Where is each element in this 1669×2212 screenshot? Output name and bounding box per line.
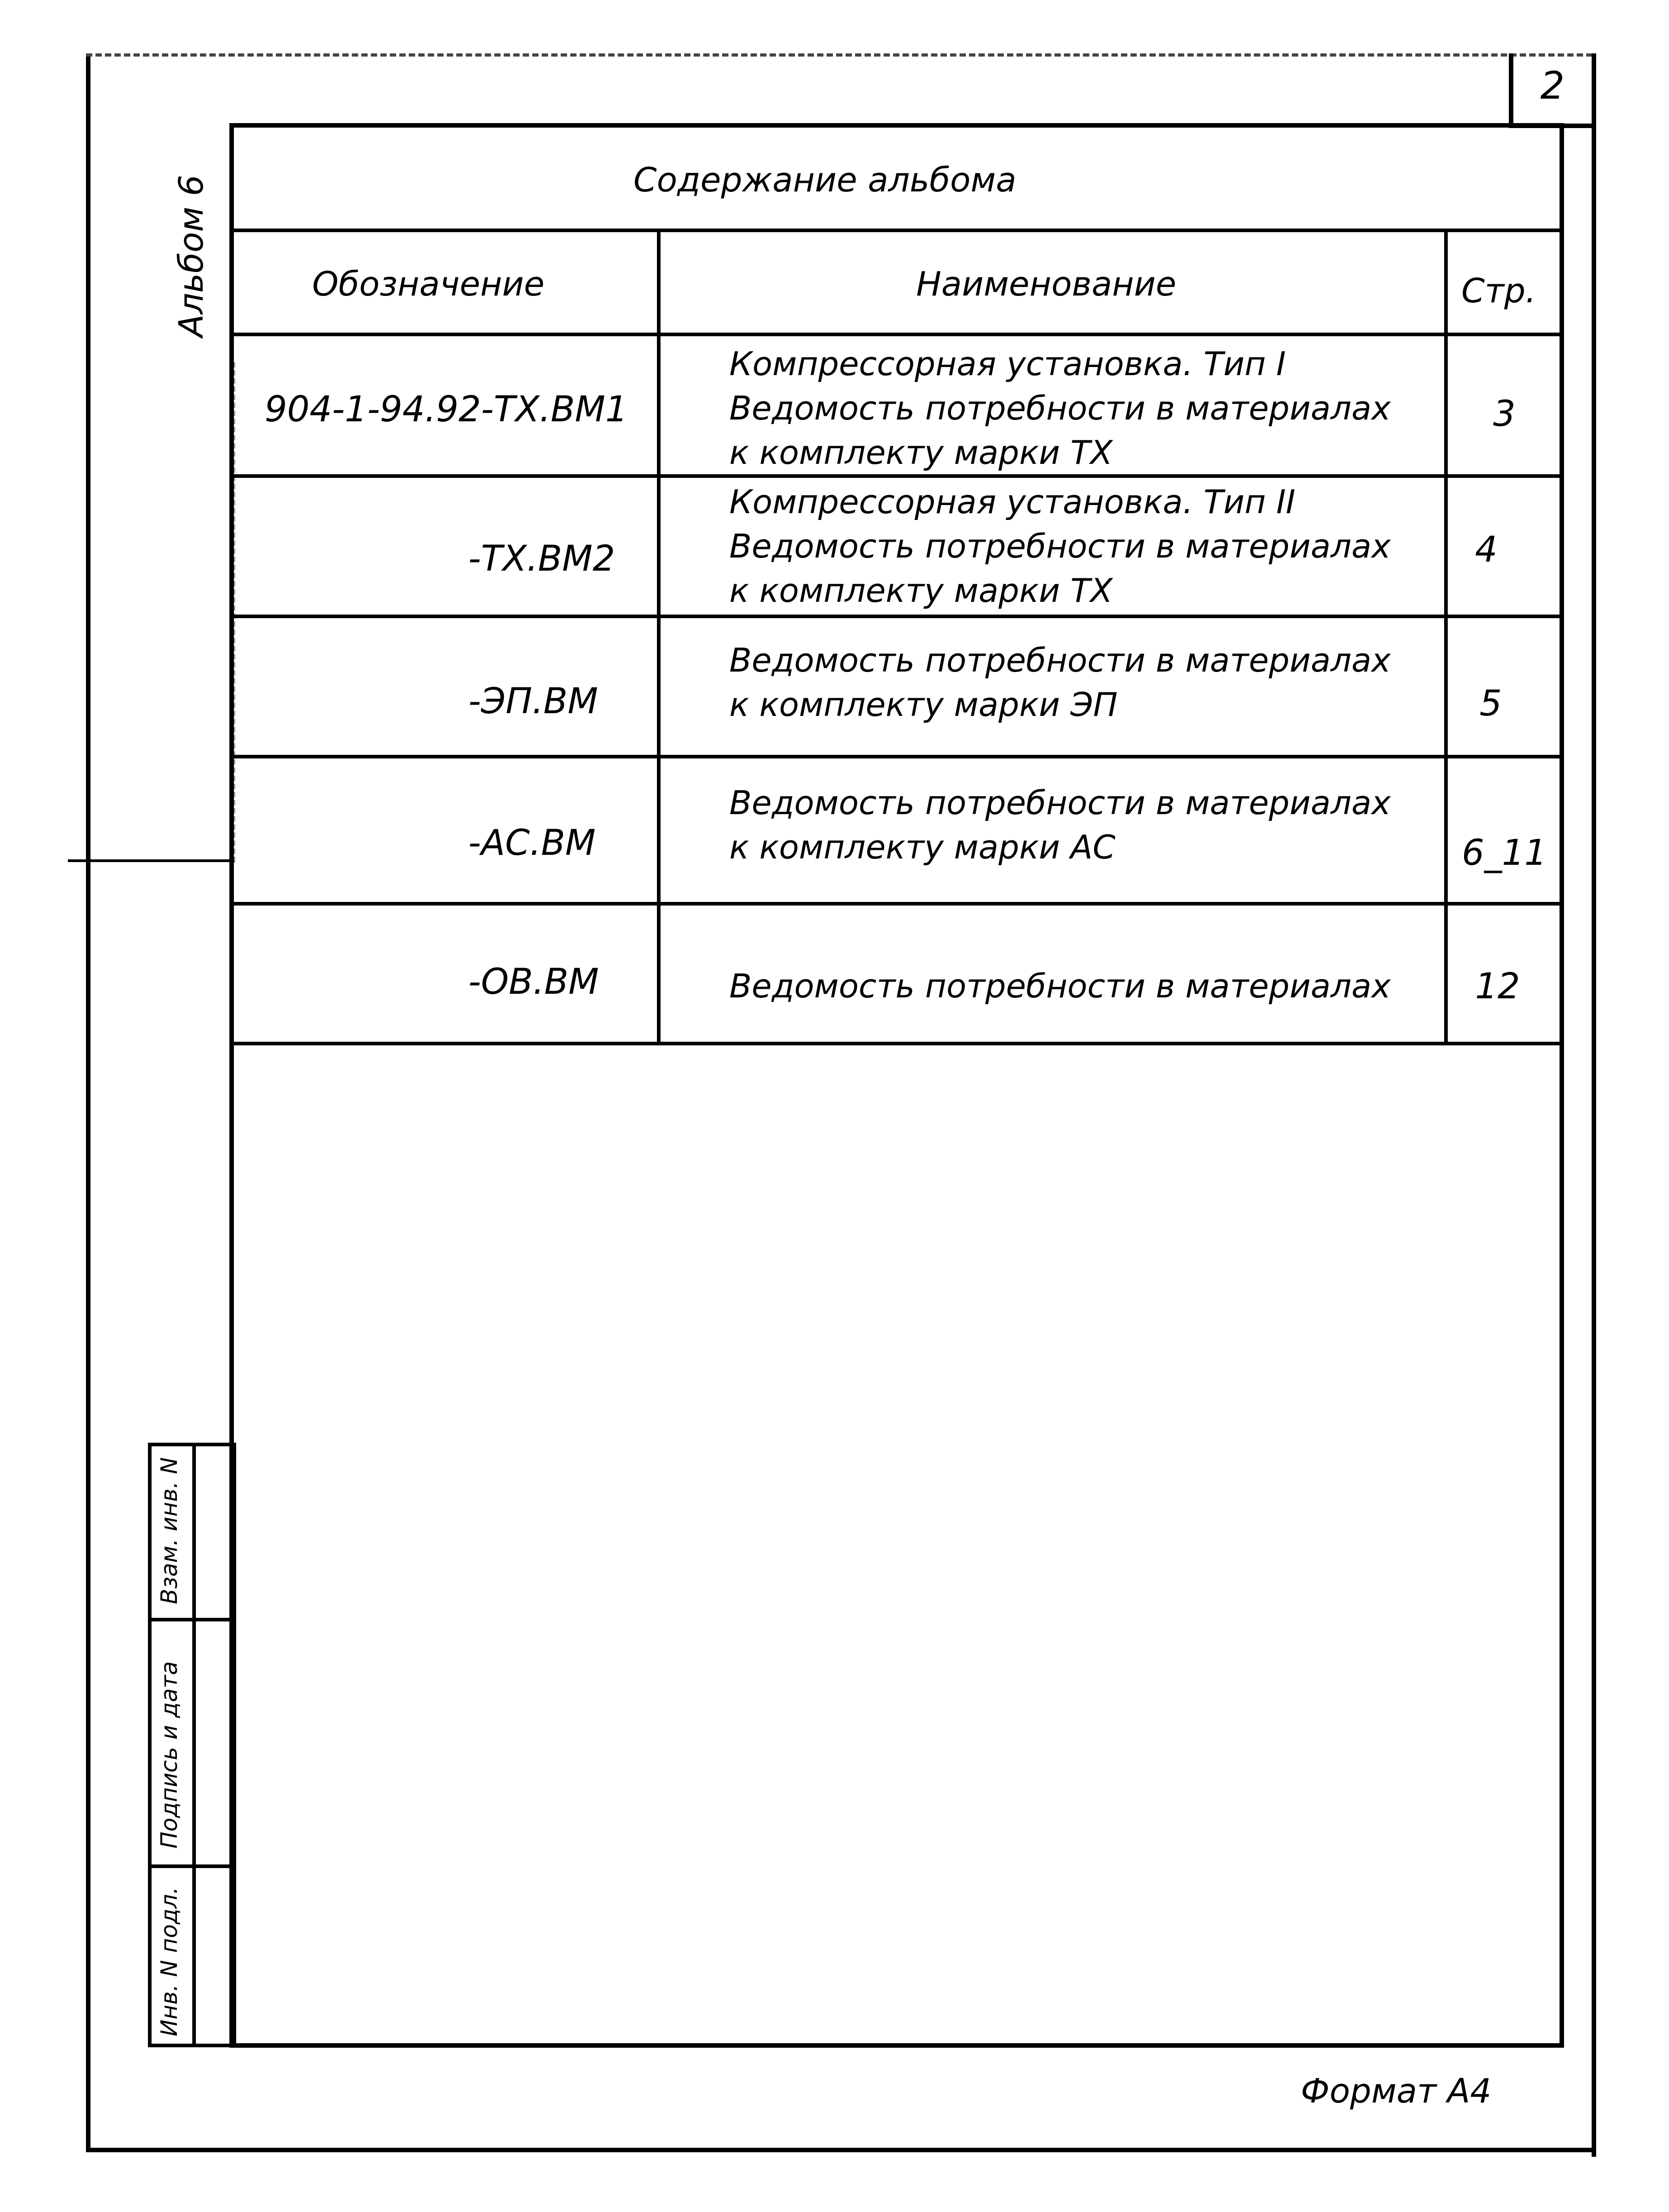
row-1-name-line-1: Компрессорная установка. Тип I: [729, 345, 1286, 383]
side-stamp-row-divider-2: [148, 1864, 236, 1868]
row-2-name-line-3: к комплекту марки ТХ: [729, 572, 1113, 610]
column-header-designation: Обозначение: [312, 265, 545, 304]
outer-frame-top-edge: [86, 53, 1593, 57]
row-4-name: [729, 781, 1391, 869]
page-title: Содержание альбома: [633, 161, 1017, 200]
row-5-divider: [229, 1042, 1564, 1045]
row-4-name-line-1: Ведомость потребности в материалах: [729, 784, 1391, 822]
row-3-name-line-1: Ведомость потребности в материалах: [729, 641, 1391, 679]
row-4-page: 6_11: [1462, 833, 1547, 873]
row-4-name-line-2: к комплекту марки АС: [729, 828, 1116, 866]
row-1-name-line-2: Ведомость потребности в материалах: [729, 389, 1391, 427]
row-2-page: 4: [1475, 529, 1498, 570]
row-3-name-line-2: к комплекту марки ЭП: [729, 686, 1118, 724]
column-divider-1: [657, 229, 661, 1045]
row-4-designation: -АС.ВМ: [468, 823, 596, 863]
row-1-page: 3: [1493, 394, 1516, 434]
row-3-page: 5: [1479, 683, 1502, 724]
replaced-inv-label: Взам. инв. N: [156, 1457, 182, 1604]
header-divider: [229, 333, 1564, 336]
row-1-designation: 904-1-94.92-ТХ.ВМ1: [265, 389, 628, 430]
row-3-divider: [229, 755, 1564, 758]
side-stamp-row-divider-1: [148, 1618, 236, 1621]
album-label: Альбом 6: [172, 175, 211, 337]
column-divider-2: [1444, 229, 1448, 1045]
row-2-name-line-2: Ведомость потребности в материалах: [729, 527, 1391, 565]
row-1-divider: [229, 474, 1564, 478]
title-divider: [229, 229, 1564, 232]
signature-date-label: Подпись и дата: [156, 1661, 182, 1849]
row-1-name-line-3: к комплекту марки ТХ: [729, 434, 1113, 472]
row-5-name: [729, 964, 1391, 1008]
row-2-designation: -ТХ.ВМ2: [468, 539, 615, 579]
row-3-designation: -ЭП.ВМ: [468, 681, 598, 722]
column-header-page: Стр.: [1461, 272, 1536, 310]
row-5-name-line-1: Ведомость потребности в материалах: [729, 967, 1391, 1005]
inv-original-label: Инв. N подл.: [156, 1887, 182, 2036]
side-stamp-divider: [192, 1443, 196, 2047]
row-3-name: [729, 638, 1391, 727]
format-label: Формат А4: [1301, 2072, 1492, 2111]
sheet-number: 2: [1540, 63, 1565, 108]
row-2-name-line-1: Компрессорная установка. Тип II: [729, 483, 1296, 521]
row-2-divider: [229, 615, 1564, 618]
faded-stamp: [104, 453, 208, 769]
row-5-designation: -ОВ.ВМ: [468, 962, 599, 1002]
column-header-name: Наименование: [916, 265, 1177, 304]
row-5-page: 12: [1475, 966, 1520, 1007]
row-4-divider: [229, 902, 1564, 906]
row-2-name: [729, 480, 1391, 613]
outer-frame-right-edge: [1592, 53, 1596, 2157]
row-1-name: [729, 342, 1391, 475]
